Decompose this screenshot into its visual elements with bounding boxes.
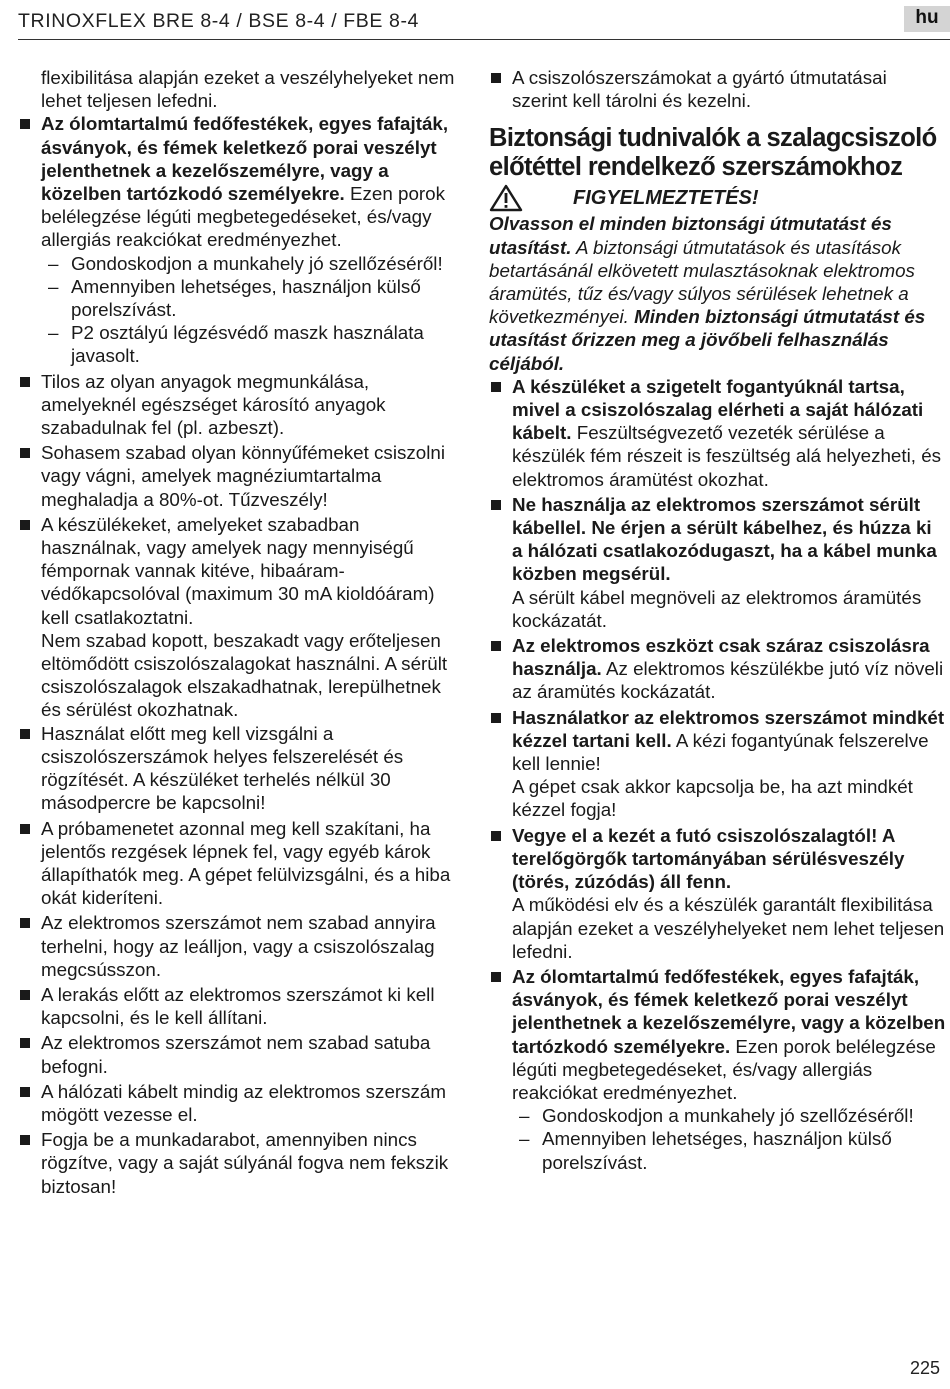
square-bullet-icon — [20, 918, 30, 928]
list-item: Tilos az olyan anyagok megmunkálása, amelyeknél egészséget károsító anyagok szabadulnak fel (pl. azbeszt). — [18, 370, 458, 440]
item-detail: A gépet csak akkor kapcsolja be, ha azt mindkét kézzel fogja! — [512, 776, 913, 821]
square-bullet-icon — [491, 641, 501, 651]
square-bullet-icon — [20, 1038, 30, 1048]
square-bullet-icon — [491, 73, 501, 83]
intro-paragraph: flexibilitása alapján ezeket a veszélyhelyeket nem lehet teljesen lefedni. — [41, 67, 455, 112]
square-bullet-icon — [20, 377, 30, 387]
list-item: Vegye el a kezét a futó csiszolószalagtól! A terelőgörgők tartományában sérülésveszély (törés, zúzódás) áll fenn. A működési elv és a készülék garantált flexibilitása alapján ezeket a veszélyhelyeket nem lehet teljesen lefedni. — [489, 824, 947, 963]
square-bullet-icon — [20, 824, 30, 834]
list-item: Az elektromos szerszámot nem szabad annyira terhelni, hogy az leálljon, vagy a csiszolószalag megcsússzon. — [18, 911, 458, 981]
right-top-list — [489, 66, 947, 112]
warning-text: Olvasson el minden biztonsági útmutatást és utasítást. A biztonsági útmutatások és utasítások betartásánál elkövetett mulasztásoknak elektromos áramütés, tűz és/vagy súlyos sérülések lehetnek a következményei. Minden biztonsági útmutatást és utasítást őrizzen meg a jövőbeli felhasználás céljából. — [489, 213, 926, 374]
list-item: Az ólomtartalmú fedőfestékek, egyes fafajták, ásványok, és fémek keletkező porai veszélyt jelenthetnek a kezelőszemélyre, vagy a közelben tartózkodó személyekre. Ezen porok belélegzése légúti megbetegedéseket, és/vagy allergiás reakciókat eredményezhet. – Gondoskodjon a munkahely jó szellőzéséről! – Amennyiben lehetséges, használjon külső porelszívást. – P2 osztályú légzésvédő maszk használata javasolt. — [18, 112, 458, 367]
list-item: A készülékeket, amelyeket szabadban használnak, vagy amelyek nagy mennyiségű fémpornak vannak kitéve, hibaáram-védőkapcsolóval (maximum 30 mA kioldóáram) kell csatlakoztatni. — [18, 513, 458, 629]
dash-item: – Gondoskodjon a munkahely jó szellőzéséről! — [48, 252, 443, 274]
dash-item: – Amennyiben lehetséges, használjon külső porelszívást. — [48, 275, 421, 321]
dash-item: – P2 osztályú légzésvédő maszk használata javasolt. — [48, 322, 424, 367]
right-column — [489, 66, 947, 1174]
section-heading: Biztonsági tudnivalók a szalagcsiszoló előtéttel rendelkező szerszámokhoz — [489, 124, 937, 182]
list-item: Használat előtt meg kell vizsgálni a csiszolószerszámok helyes felszerelését és rögzítését. A készüléket terhelés nélkül 30 másodpercre be kapcsolni! — [18, 722, 458, 815]
list-item: Ne használja az elektromos szerszámot sérült kábellel. Ne érjen a sérült kábelhez, és húzza ki a hálózati csatlakozódugaszt, ha a kábel munka közben megsérül. A sérült kábel megnöveli az elektromos áramütés kockázatát. — [489, 493, 947, 632]
list-item: A csiszolószerszámokat a gyártó útmutatásai szerint kell tárolni és kezelni. — [489, 66, 947, 112]
item-detail: A működési elv és a készülék garantált flexibilitása alapján ezeket a veszélyhelyeket nem lehet teljesen lefedni. — [512, 894, 945, 962]
square-bullet-icon — [20, 1135, 30, 1145]
manual-title: TRINOXFLEX BRE 8-4 / BSE 8-4 / FBE 8-4 — [18, 10, 420, 32]
list-item: A próbamenetet azonnal meg kell szakítani, ha jelentős rezgések lépnek fel, vagy egyéb károk állapíthatók meg. A gépet felülvizsgálni, és a hiba okát kideríteni. — [18, 817, 458, 910]
warning-triangle-icon — [489, 184, 523, 212]
square-bullet-icon — [20, 990, 30, 1000]
dash-item: – Gondoskodjon a munkahely jó szellőzéséről! — [519, 1105, 914, 1127]
list-item: Az ólomtartalmú fedőfestékek, egyes fafajták, ásványok, és fémek keletkező porai veszélyt jelenthetnek a kezelőszemélyre, vagy a közelben tartózkodó személyekre. Ezen porok belélegzése légúti megbetegedéseket, és/vagy allergiás reakciókat eredményezhet. – Gondoskodjon a munkahely jó szellőzéséről! – Amennyiben lehetséges, használjon külső porelszívást. — [489, 965, 947, 1174]
item-detail: A sérült kábel megnöveli az elektromos áramütés kockázatát. — [512, 586, 922, 631]
warning-label: FIGYELMEZTETÉS! — [573, 187, 759, 210]
list-item: A lerakás előtt az elektromos szerszámot ki kell kapcsolni, és le kell állítani. — [18, 983, 458, 1029]
list-item: Az elektromos szerszámot nem szabad satuba befogni. — [18, 1031, 458, 1077]
list-continuation: Nem szabad kopott, beszakadt vagy erőteljesen eltömődött csiszolószalagokat használni. A sérült csiszolószalagok elszakadhatnak, lerepülhetnek és sérülést okozhatnak. — [41, 629, 448, 721]
square-bullet-icon — [491, 831, 501, 841]
list-item: Sohasem szabad olyan könnyűfémeket csiszolni vagy vágni, amelyek magnéziumtartalma meghaladja a 80%-ot. Tűzveszély! — [18, 441, 458, 511]
page-header — [0, 0, 950, 44]
warning-block — [489, 186, 947, 374]
square-bullet-icon — [491, 713, 501, 723]
dash-item: – Amennyiben lehetséges, használjon külső porelszívást. — [519, 1128, 892, 1173]
square-bullet-icon — [20, 119, 30, 129]
list-item: A készüléket a szigetelt fogantyúknál tartsa, mivel a csiszolószalag elérheti a saját hálózati kábelt. Feszültségvezető vezeték sérülése a készülék fém részeit is feszültség alá helyezheti, és elektromos áramütést okozhat. — [489, 375, 947, 491]
page-number: 225 — [909, 1358, 940, 1378]
list-item: Fogja be a munkadarabot, amennyiben nincs rögzítve, vagy a saját súlyánál fogva nem fekszik biztosan! — [18, 1128, 458, 1198]
list-item: Az elektromos eszközt csak száraz csiszolásra használja. Az elektromos készülékbe jutó víz növeli az áramütés kockázatát. — [489, 634, 947, 704]
square-bullet-icon — [20, 729, 30, 739]
warning-title — [489, 186, 947, 212]
square-bullet-icon — [20, 1087, 30, 1097]
list-item: A hálózati kábelt mindig az elektromos szerszám mögött vezesse el. — [18, 1080, 458, 1126]
left-bullet-list — [18, 112, 458, 1197]
square-bullet-icon — [491, 382, 501, 392]
language-badge: hu — [904, 6, 950, 32]
list-item: Használatkor az elektromos szerszámot mindkét kézzel tartani kell. A kézi fogantyúnak felszerelve kell lennie! A gépet csak akkor kapcsolja be, ha azt mindkét kézzel fogja! — [489, 706, 947, 822]
square-bullet-icon — [491, 500, 501, 510]
square-bullet-icon — [20, 448, 30, 458]
right-bullet-list — [489, 375, 947, 1174]
square-bullet-icon — [20, 520, 30, 530]
left-column — [18, 66, 458, 1198]
square-bullet-icon — [491, 972, 501, 982]
header-rule — [18, 39, 950, 40]
